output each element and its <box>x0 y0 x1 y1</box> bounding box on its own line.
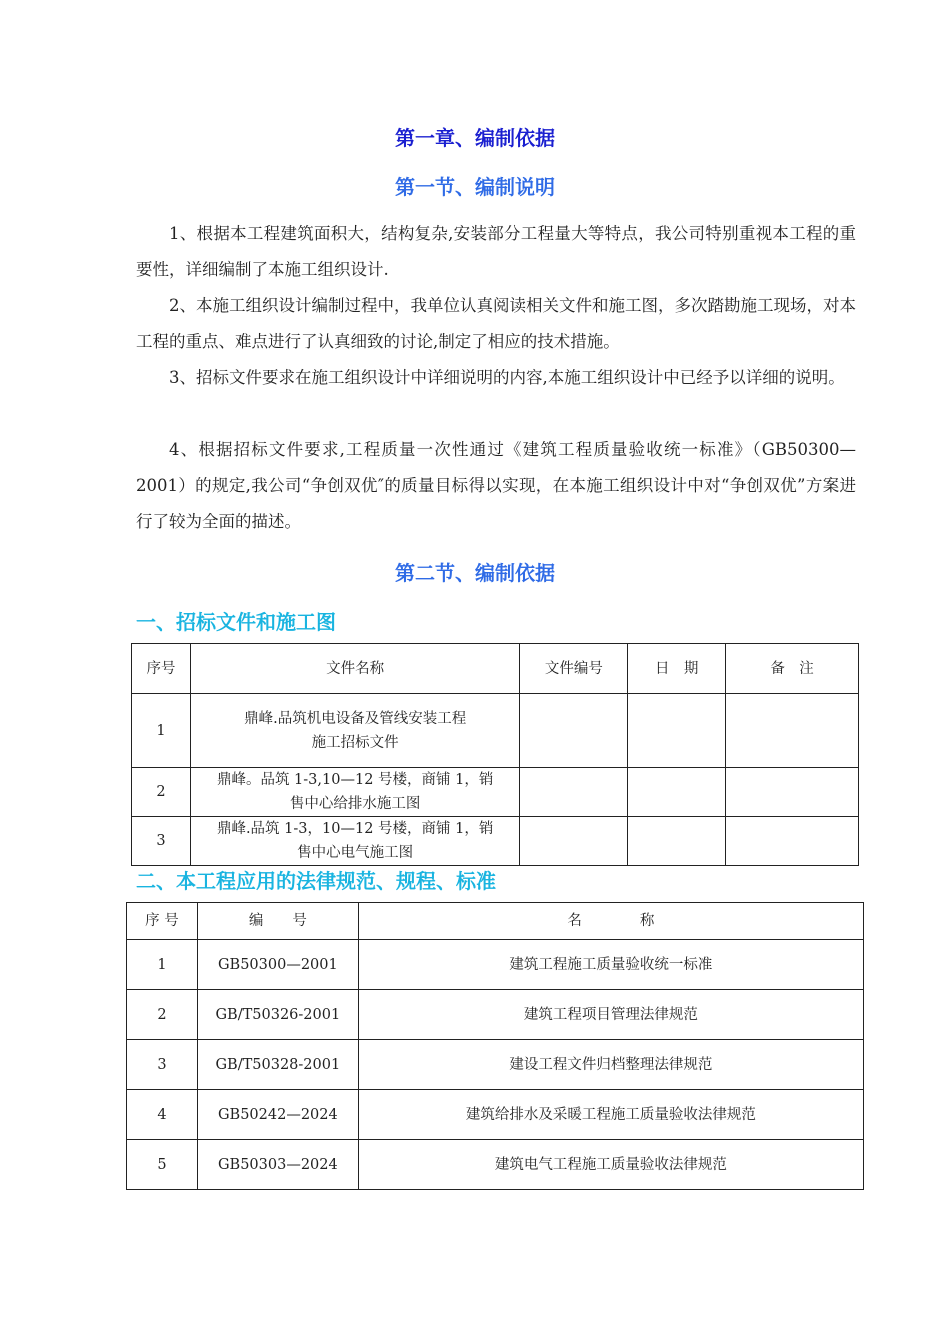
cell-note <box>726 817 859 866</box>
table-row <box>127 1040 864 1090</box>
paragraph-2: 2、本施工组织设计编制过程中，我单位认真阅读相关文件和施工图，多次踏勘施工现场，对本工程的重点、难点进行了认真细致的讨论,制定了相应的技术措施。 <box>136 296 856 351</box>
file-name-line: 鼎峰。品筑 1-3,10—12 号楼，商铺 1，销 <box>216 772 494 788</box>
cell-code: GB50242—2024 <box>197 1090 358 1140</box>
cell-date <box>628 694 726 768</box>
cell-no: 1 <box>132 694 191 768</box>
cell-no: 2 <box>127 990 198 1040</box>
file-name-line: 鼎峰.品筑 1-3，10—12 号楼，商铺 1，销 <box>216 821 494 837</box>
paragraph-1: 1、根据本工程建筑面积大，结构复杂,安装部分工程量大等特点，我公司特别重视本工程的重要性，详细编制了本施工组织设计. <box>136 224 856 279</box>
subheading-bid-documents: 一、招标文件和施工图 <box>136 610 336 634</box>
cell-note <box>726 694 859 768</box>
header-no: 序号 <box>132 644 191 694</box>
header-code: 编 号 <box>197 903 358 940</box>
cell-name: 建筑给排水及采暖工程施工质量验收法律规范 <box>358 1090 863 1140</box>
table-row <box>132 817 859 866</box>
table-row <box>127 990 864 1040</box>
header-file-name: 文件名称 <box>190 644 519 694</box>
file-name-line: 鼎峰.品筑机电设备及管线安装工程 <box>244 710 467 727</box>
cell-no: 2 <box>132 768 191 817</box>
table-header-row <box>132 644 859 694</box>
file-name-line: 售中心给排水施工图 <box>289 796 421 812</box>
cell-file-code <box>520 768 628 817</box>
cell-date <box>628 817 726 866</box>
cell-no: 3 <box>127 1040 198 1090</box>
section-title-1: 第一节、编制说明 <box>395 175 555 199</box>
header-note: 备 注 <box>726 644 859 694</box>
bid-documents-table <box>131 643 859 866</box>
cell-no: 1 <box>127 940 198 990</box>
cell-file-name <box>190 694 519 768</box>
cell-date <box>628 768 726 817</box>
cell-code: GB50303—2024 <box>197 1140 358 1190</box>
header-file-code: 文件编号 <box>520 644 628 694</box>
cell-name: 建筑工程施工质量验收统一标准 <box>358 940 863 990</box>
cell-code: GB50300—2001 <box>197 940 358 990</box>
cell-code: GB/T50326-2001 <box>197 990 358 1040</box>
file-name-line: 施工招标文件 <box>311 734 399 751</box>
chapter-title: 第一章、编制依据 <box>395 126 555 150</box>
cell-name: 建筑电气工程施工质量验收法律规范 <box>358 1140 863 1190</box>
cell-code: GB/T50328-2001 <box>197 1040 358 1090</box>
cell-file-name <box>190 817 519 866</box>
table-row <box>132 694 859 768</box>
cell-file-code <box>520 817 628 866</box>
table-row <box>127 940 864 990</box>
cell-note <box>726 768 859 817</box>
cell-no: 3 <box>132 817 191 866</box>
cell-no: 4 <box>127 1090 198 1140</box>
file-name-line: 售中心电气施工图 <box>297 845 414 861</box>
table-header-row <box>127 903 864 940</box>
cell-name: 建设工程文件归档整理法律规范 <box>358 1040 863 1090</box>
subheading-standards: 二、本工程应用的法律规范、规程、标准 <box>136 869 496 893</box>
paragraph-3: 3、招标文件要求在施工组织设计中详细说明的内容,本施工组织设计中已经予以详细的说明。 <box>169 368 845 387</box>
header-date: 日 期 <box>628 644 726 694</box>
standards-table <box>126 902 864 1190</box>
paragraph-4: 4、根据招标文件要求,工程质量一次性通过《建筑工程质量验收统一标准》（GB50300—2001）的规定,我公司“争创双优″的质量目标得以实现，在本施工组织设计中对“争创双优”方案进行了较为全面的描述。 <box>136 440 856 531</box>
cell-file-name <box>190 768 519 817</box>
table-row <box>127 1090 864 1140</box>
cell-no: 5 <box>127 1140 198 1190</box>
header-no: 序 号 <box>127 903 198 940</box>
header-name: 名 称 <box>358 903 863 940</box>
section-title-2: 第二节、编制依据 <box>395 561 555 585</box>
cell-name: 建筑工程项目管理法律规范 <box>358 990 863 1040</box>
table-row <box>132 768 859 817</box>
table-row <box>127 1140 864 1190</box>
cell-file-code <box>520 694 628 768</box>
